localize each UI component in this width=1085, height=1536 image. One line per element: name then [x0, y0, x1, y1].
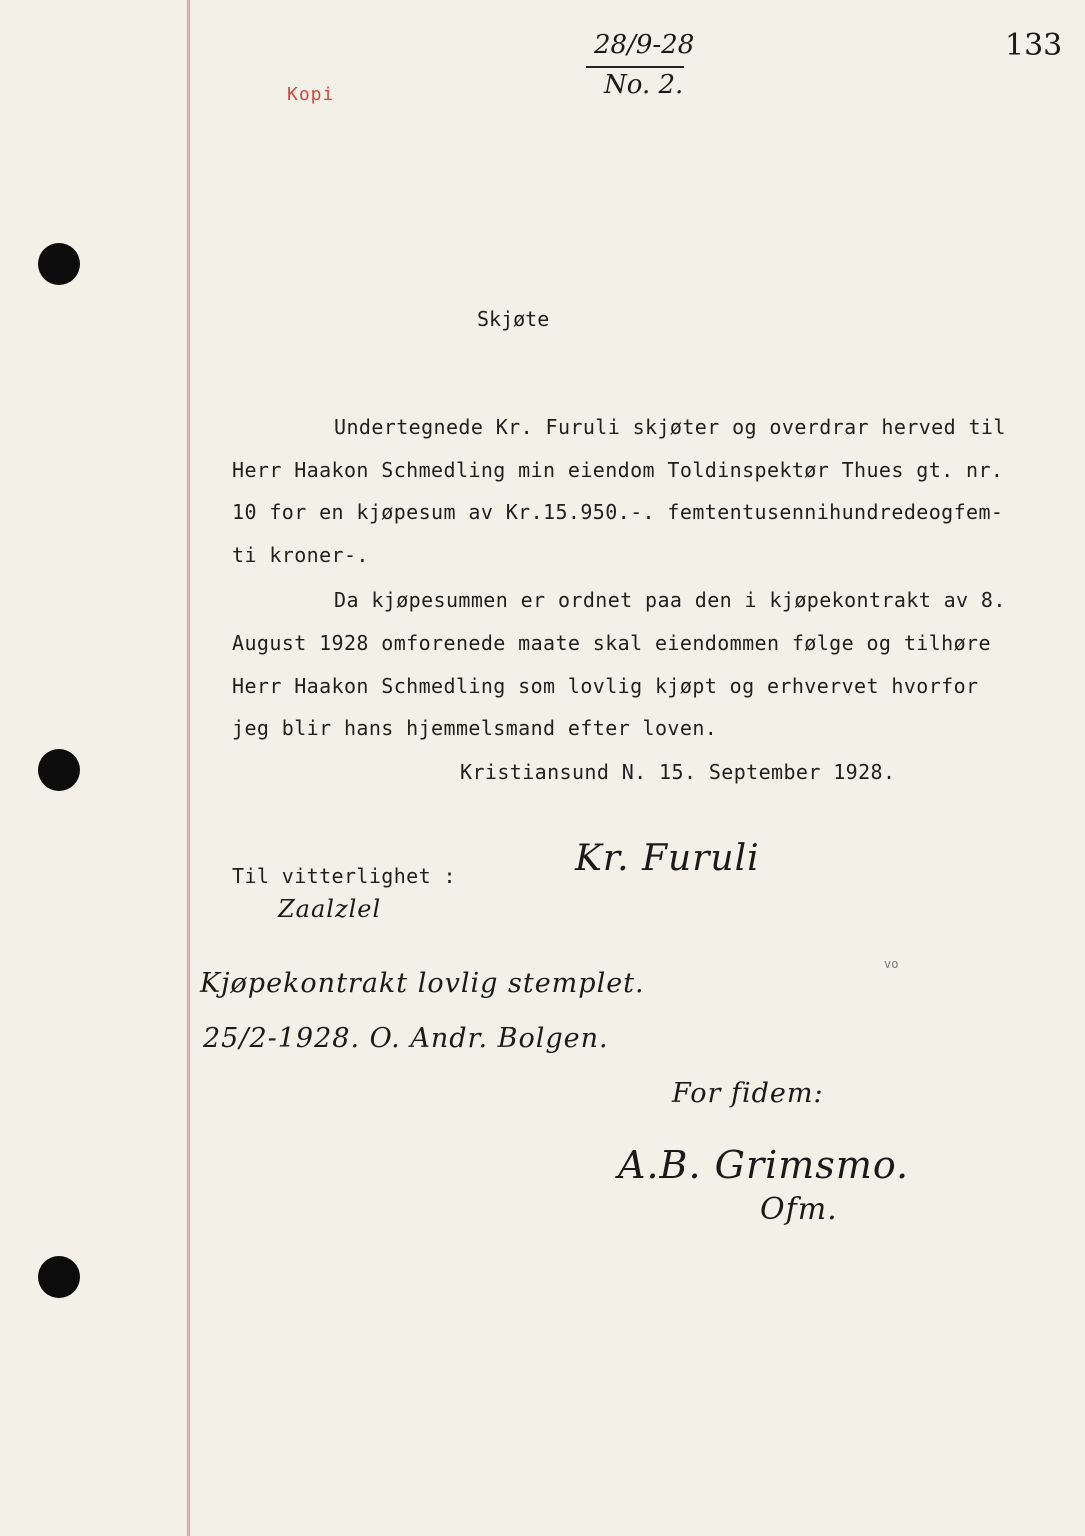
margin-mark: vo [884, 957, 899, 971]
note-line: Kjøpekontrakt lovlig stemplet. [200, 968, 645, 999]
body-line: ti kroner-. [232, 543, 369, 567]
body-line: Undertegnede Kr. Furuli skjøter og overdrar herved til [334, 415, 1006, 439]
body-line: Herr Haakon Schmedling min eiendom Toldinspektør Thues gt. nr. [232, 458, 1004, 482]
witness-label: Til vitterlighet : [232, 864, 456, 888]
place-date: Kristiansund N. 15. September 1928. [460, 760, 896, 784]
punch-hole [38, 749, 80, 791]
body-line: jeg blir hans hjemmelsmand efter loven. [232, 716, 718, 740]
closing-text: For fidem: [672, 1078, 824, 1109]
note-line: 25/2-1928. O. Andr. Bolgen. [203, 1023, 609, 1054]
date-underline [586, 66, 684, 68]
body-line: 10 for en kjøpesum av Kr.15.950.-. femtentusennihundredeogfem- [232, 500, 1004, 524]
kopi-stamp: Kopi [287, 84, 335, 105]
official-signature: A.B. Grimsmo. [618, 1143, 910, 1187]
margin-line [187, 0, 190, 1536]
body-line: Da kjøpesummen er ordnet paa den i kjøpekontrakt av 8. [334, 588, 1006, 612]
punch-hole [38, 243, 80, 285]
page-number: 133 [1005, 28, 1063, 63]
witness-signature: Zaalzlel [278, 895, 382, 923]
official-title: Ofm. [760, 1192, 838, 1227]
document-title: Skjøte [477, 307, 550, 331]
punch-hole [38, 1256, 80, 1298]
body-line: August 1928 omforenede maate skal eiendommen følge og tilhøre [232, 631, 991, 655]
handwritten-number: No. 2. [604, 70, 684, 100]
handwritten-date: 28/9-28 [594, 30, 695, 60]
body-line: Herr Haakon Schmedling som lovlig kjøpt og erhvervet hvorfor [232, 674, 979, 698]
seller-signature: Kr. Furuli [575, 838, 760, 879]
